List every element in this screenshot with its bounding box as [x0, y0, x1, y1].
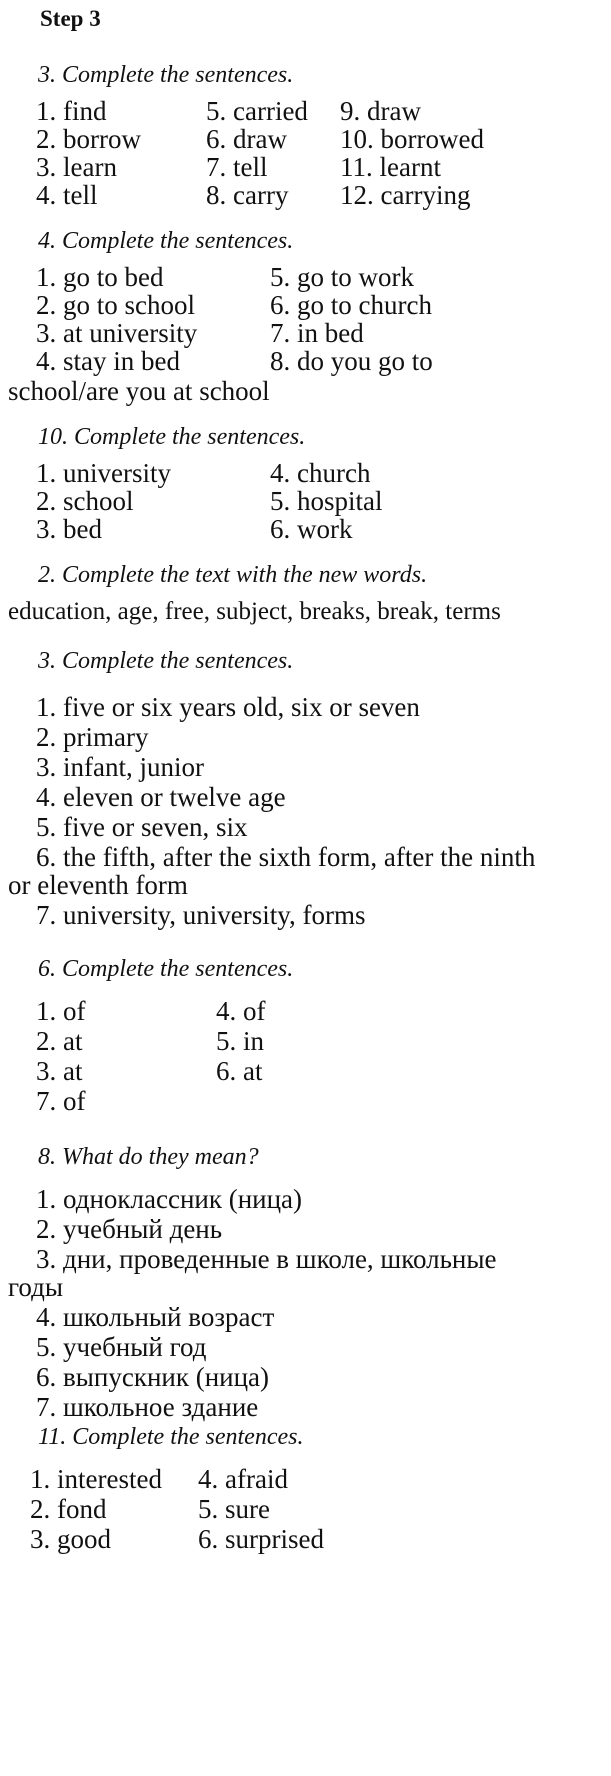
answer: 3. at university [36, 318, 198, 348]
answer-line: education, age, free, subject, breaks, break, terms [8, 598, 501, 625]
answer: 6. work [270, 514, 353, 544]
answer: 6. go to church [270, 290, 432, 320]
answer: 6. выпускник (ница) [36, 1362, 270, 1392]
answer: 4. church [270, 458, 371, 488]
exercise-title: 3. Complete the sentences. [38, 62, 294, 88]
exercise-title: 2. Complete the text with the new words. [38, 562, 428, 588]
answer: 1. five or six years old, six or seven [36, 692, 420, 722]
answer: 2. go to school [36, 290, 195, 320]
answer: 9. draw [340, 96, 421, 126]
answer: 4. школьный возраст [36, 1302, 275, 1332]
exercise-title: 8. What do they mean? [38, 1144, 259, 1170]
answer: 3. at [36, 1056, 83, 1086]
answer: 2. учебный день [36, 1214, 223, 1244]
answer: 4. tell [36, 180, 98, 210]
answer: 1. find [36, 96, 107, 126]
answer: 5. carried [206, 96, 308, 126]
answer: 3. дни, проведенные в школе, школьные [36, 1244, 497, 1274]
answer-continuation: or eleventh form [8, 870, 188, 900]
answer: 1. of [36, 996, 86, 1026]
exercise-title: 6. Complete the sentences. [38, 956, 294, 982]
answer-continuation: school/are you at school [8, 376, 270, 406]
answer: 3. infant, junior [36, 752, 204, 782]
answer: 2. borrow [36, 124, 141, 154]
answer: 1. university [36, 458, 171, 488]
answer: 4. afraid [198, 1464, 288, 1494]
answer: 1. interested [30, 1464, 162, 1494]
exercise-title: 11. Complete the sentences. [38, 1424, 304, 1450]
answer: 8. carry [206, 180, 289, 210]
answer: 3. good [30, 1524, 111, 1554]
answer: 7. university, university, forms [36, 900, 366, 930]
answer: 5. hospital [270, 486, 383, 516]
exercise-title: 3. Complete the sentences. [38, 648, 294, 674]
answer: 4. of [216, 996, 266, 1026]
answer: 5. five or seven, six [36, 812, 248, 842]
answer: 7. школьное здание [36, 1392, 259, 1422]
answer: 2. at [36, 1026, 83, 1056]
answer-continuation: годы [8, 1272, 64, 1302]
answer: 3. bed [36, 514, 102, 544]
answer: 5. sure [198, 1494, 270, 1524]
answer: 5. учебный год [36, 1332, 207, 1362]
answer: 7. of [36, 1086, 86, 1116]
answer: 10. borrowed [340, 124, 484, 154]
answer: 1. одноклассник (ница) [36, 1184, 303, 1214]
exercise-title: 10. Complete the sentences. [38, 424, 306, 450]
answer: 3. learn [36, 152, 117, 182]
answer: 4. stay in bed [36, 346, 180, 376]
answer: 2. school [36, 486, 134, 516]
answer: 7. in bed [270, 318, 364, 348]
answer: 7. tell [206, 152, 268, 182]
answer: 6. the fifth, after the sixth form, after the ninth [36, 842, 536, 872]
exercise-title: 4. Complete the sentences. [38, 228, 294, 254]
answer: 5. go to work [270, 262, 414, 292]
answer: 6. surprised [198, 1524, 324, 1554]
answer: 8. do you go to [270, 346, 433, 376]
answer: 6. at [216, 1056, 263, 1086]
answer: 11. learnt [340, 152, 441, 182]
answer: 6. draw [206, 124, 287, 154]
answer: 2. primary [36, 722, 149, 752]
answer: 12. carrying [340, 180, 471, 210]
answer: 4. eleven or twelve age [36, 782, 286, 812]
answer: 1. go to bed [36, 262, 164, 292]
answer: 5. in [216, 1026, 265, 1056]
answer: 2. fond [30, 1494, 107, 1524]
step-title: Step 3 [40, 6, 101, 31]
